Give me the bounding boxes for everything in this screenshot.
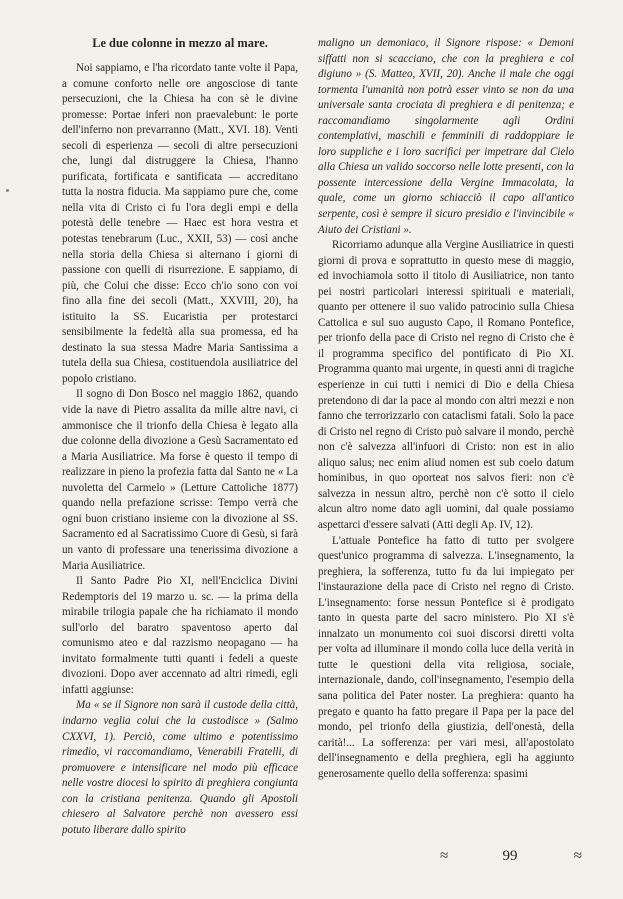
encyclical-quote-continued: maligno un demoniaco, il Signore rispose: « Demoni siffatti non si scacciano, che con la preghiera e col digiuno » (S. Matteo, XVII, 20). Anche il male che oggi tormenta l'umanità non potrà esser vinto se non da una universale santa crociata di preghiera e di penitenza; e raccomandiamo singolarmente agli Ordini contemplativi, maschili e femminili di raddoppiare le loro suppliche e i loro sacrifici per impetrare dal Cielo alla Chiesa un valido soccorso nelle lotte presenti, con la possente intercessione della Vergine Immacolata, la quale, come un giorno schiacciò il capo all'antico serpente, così è sempre il sicuro presidio e l'invincibile « Aiuto dei Cristiani ». bbox=[318, 37, 574, 236]
paragraph: Il Santo Padre Pio XI, nell'Enciclica Divini Redemptoris del 19 marzo u. sc. — la prima della mirabile trilogia papale che ha richiamato il mondo sull'orlo del baratro spaventoso aperto dal comunismo ateo e dal razzismo neopagano — ha invitato formalmente tutti quanti i fedeli a queste divozioni. Dopo aver accennato ad altri rimedi, egli infatti aggiunse: bbox=[62, 575, 298, 696]
right-column bbox=[318, 36, 574, 782]
encyclical-quote: Ma « se il Signore non sarà il custode della città, indarno veglia colui che la custodisce » (Salmo CXXVI, 1). Perciò, come ultimo e potentissimo rimedio, vi raccomandiamo, Venerabili Fratelli, di promuovere e intensificare nel modo più efficace nelle vostre diocesi lo spirito di preghiera congiunta con la cristiana penitenza. Quando gli Apostoli chiesero al Salvatore perchè non avessero essi potuto liberare dallo spirito bbox=[62, 699, 298, 836]
left-column bbox=[62, 36, 298, 838]
paragraph: Il sogno di Don Bosco nel maggio 1862, quando vide la nave di Pietro assalita da mille altre navi, ci ammonisce che il trionfo della Chiesa è legato alla due colonne della divozione a Gesù Sacramentato ed a Maria Ausiliatrice. Ma forse è questo il tempo di realizzare in pieno la profezia fatta dal Santo ne « La nuvoletta del Carmelo » (Letture Cattoliche 1877) quando nella prefazione scrisse: Tempo verrà che ogni buon cristiano insieme con la divozione al SS. Sacramento ed al Sacratissimo Cuore di Gesù, si farà un vanto di professare una tenerissima divozione a Maria Ausiliatrice. bbox=[62, 388, 298, 572]
footer-ornament-left: ≈ bbox=[440, 848, 447, 864]
paragraph: Noi sappiamo, e l'ha ricordato tante volte il Papa, a comune conforto nelle ore angosciose di tante persecuzioni, che la Chiesa ha con sè le divine promesse: Portae inferi non praevalebunt: le porte dell'inferno non prevarranno (Matt., XVI. 18). Venti secoli di esperienza — secoli di altre persecuzioni che, lungi dal distruggere la Chiesa, l'hanno purificata, fortificata e santificata — accreditano tutta la nostra fiducia. Ma sappiamo pure che, come nella vita di Cristo ci fu l'ora degli empi e della potestà delle tenebre — Haec est hora vestra et potestas tenebrarum (Luc., XXII, 53) — così anche nella storia della Chiesa si alternano i giorni di passione con quelli di risurrezione. E sappiamo, di più, che Colui che disse: Ecco ch'io sono con voi fino alla fine dei secoli (Matt., XXVIII, 20), ha istituito la SS. Eucaristia per protestarci sensibilmente la fedeltà alla sua promessa, ed ha destinato la sua stessa Madre Maria Santissima a tutela della sua Chiesa, costituendola ausiliatrice del popolo cristiano. bbox=[62, 62, 298, 385]
footer-ornament-right: ≈ bbox=[573, 848, 580, 864]
paragraph: Ricorriamo adunque alla Vergine Ausiliatrice in questi giorni di prova e soprattutto in questo mese di maggio, ed invochiamola sotto il titolo di Ausiliatrice, non tanto pei nostri particolari interessi spirituali e materiali, quanto per ottenere il suo valido patrocinio sulla Chiesa Cattolica e sul suo augusto Capo, il Romano Pontefice, per trionfo della pace di Cristo nel regno di Cristo che è il programma specifico del pontificato di Pio XI. Programma quanto mai urgente, in questi anni di tragiche esperienze in cui tutti i nemici di Dio e della Chiesa pretendono di dar la pace al mondo con altri mezzi e non fanno che terrorizzarlo con cataclismi fatali. Solo la pace di Cristo nel regno di Cristo può salvare il mondo, perchè non c'è salvezza all'infuori di Cristo: non est in alio aliquo salus; nec enim aliud nomen est sub coelo datum hominibus, in quo oporteat nos salvos fieri: non c'è salvezza in nessun altro, perchè non c'è sotto il cielo alcun altro nome dato agli uomini, dal quale possiamo aspettarci d'essere salvati (Atti degli Ap. IV, 12). bbox=[318, 239, 574, 531]
article-title: Le due colonne in mezzo al mare. bbox=[92, 36, 268, 50]
scan-speck bbox=[6, 189, 9, 192]
paragraph: L'attuale Pontefice ha fatto di tutto per svolgere quest'unico programma di salvezza. L'insegnamento, la preghiera, la sofferenza, tutto fu da lui impiegato per l'instaurazione della pace di Cristo nel regno di Cristo. L'insegnamento: forse nessun Pontefice si è prodigato tanto in questa parte del sacro ministero. Pio XI s'è innalzato un monumento coi suoi discorsi diretti volta per volta ad illuminare il mondo colla luce della verità in tutte le questioni della vita religiosa, sociale, internazionale, dando, coll'insegnamento, l'esempio della sana politica del Pater noster. La preghiera: quanto ha pregato e quanto ha fatto pregare il Papa per la pace del mondo, pel trionfo della giustizia, dell'onestà, della carità!... La sofferenza: per vari mesi, all'apostolato dell'insegnamento e della preghiera, egli ha aggiunto generosamente quello della sofferenza: spasimi bbox=[318, 534, 574, 780]
page-number: 99 bbox=[502, 848, 518, 864]
page-footer bbox=[440, 848, 580, 865]
